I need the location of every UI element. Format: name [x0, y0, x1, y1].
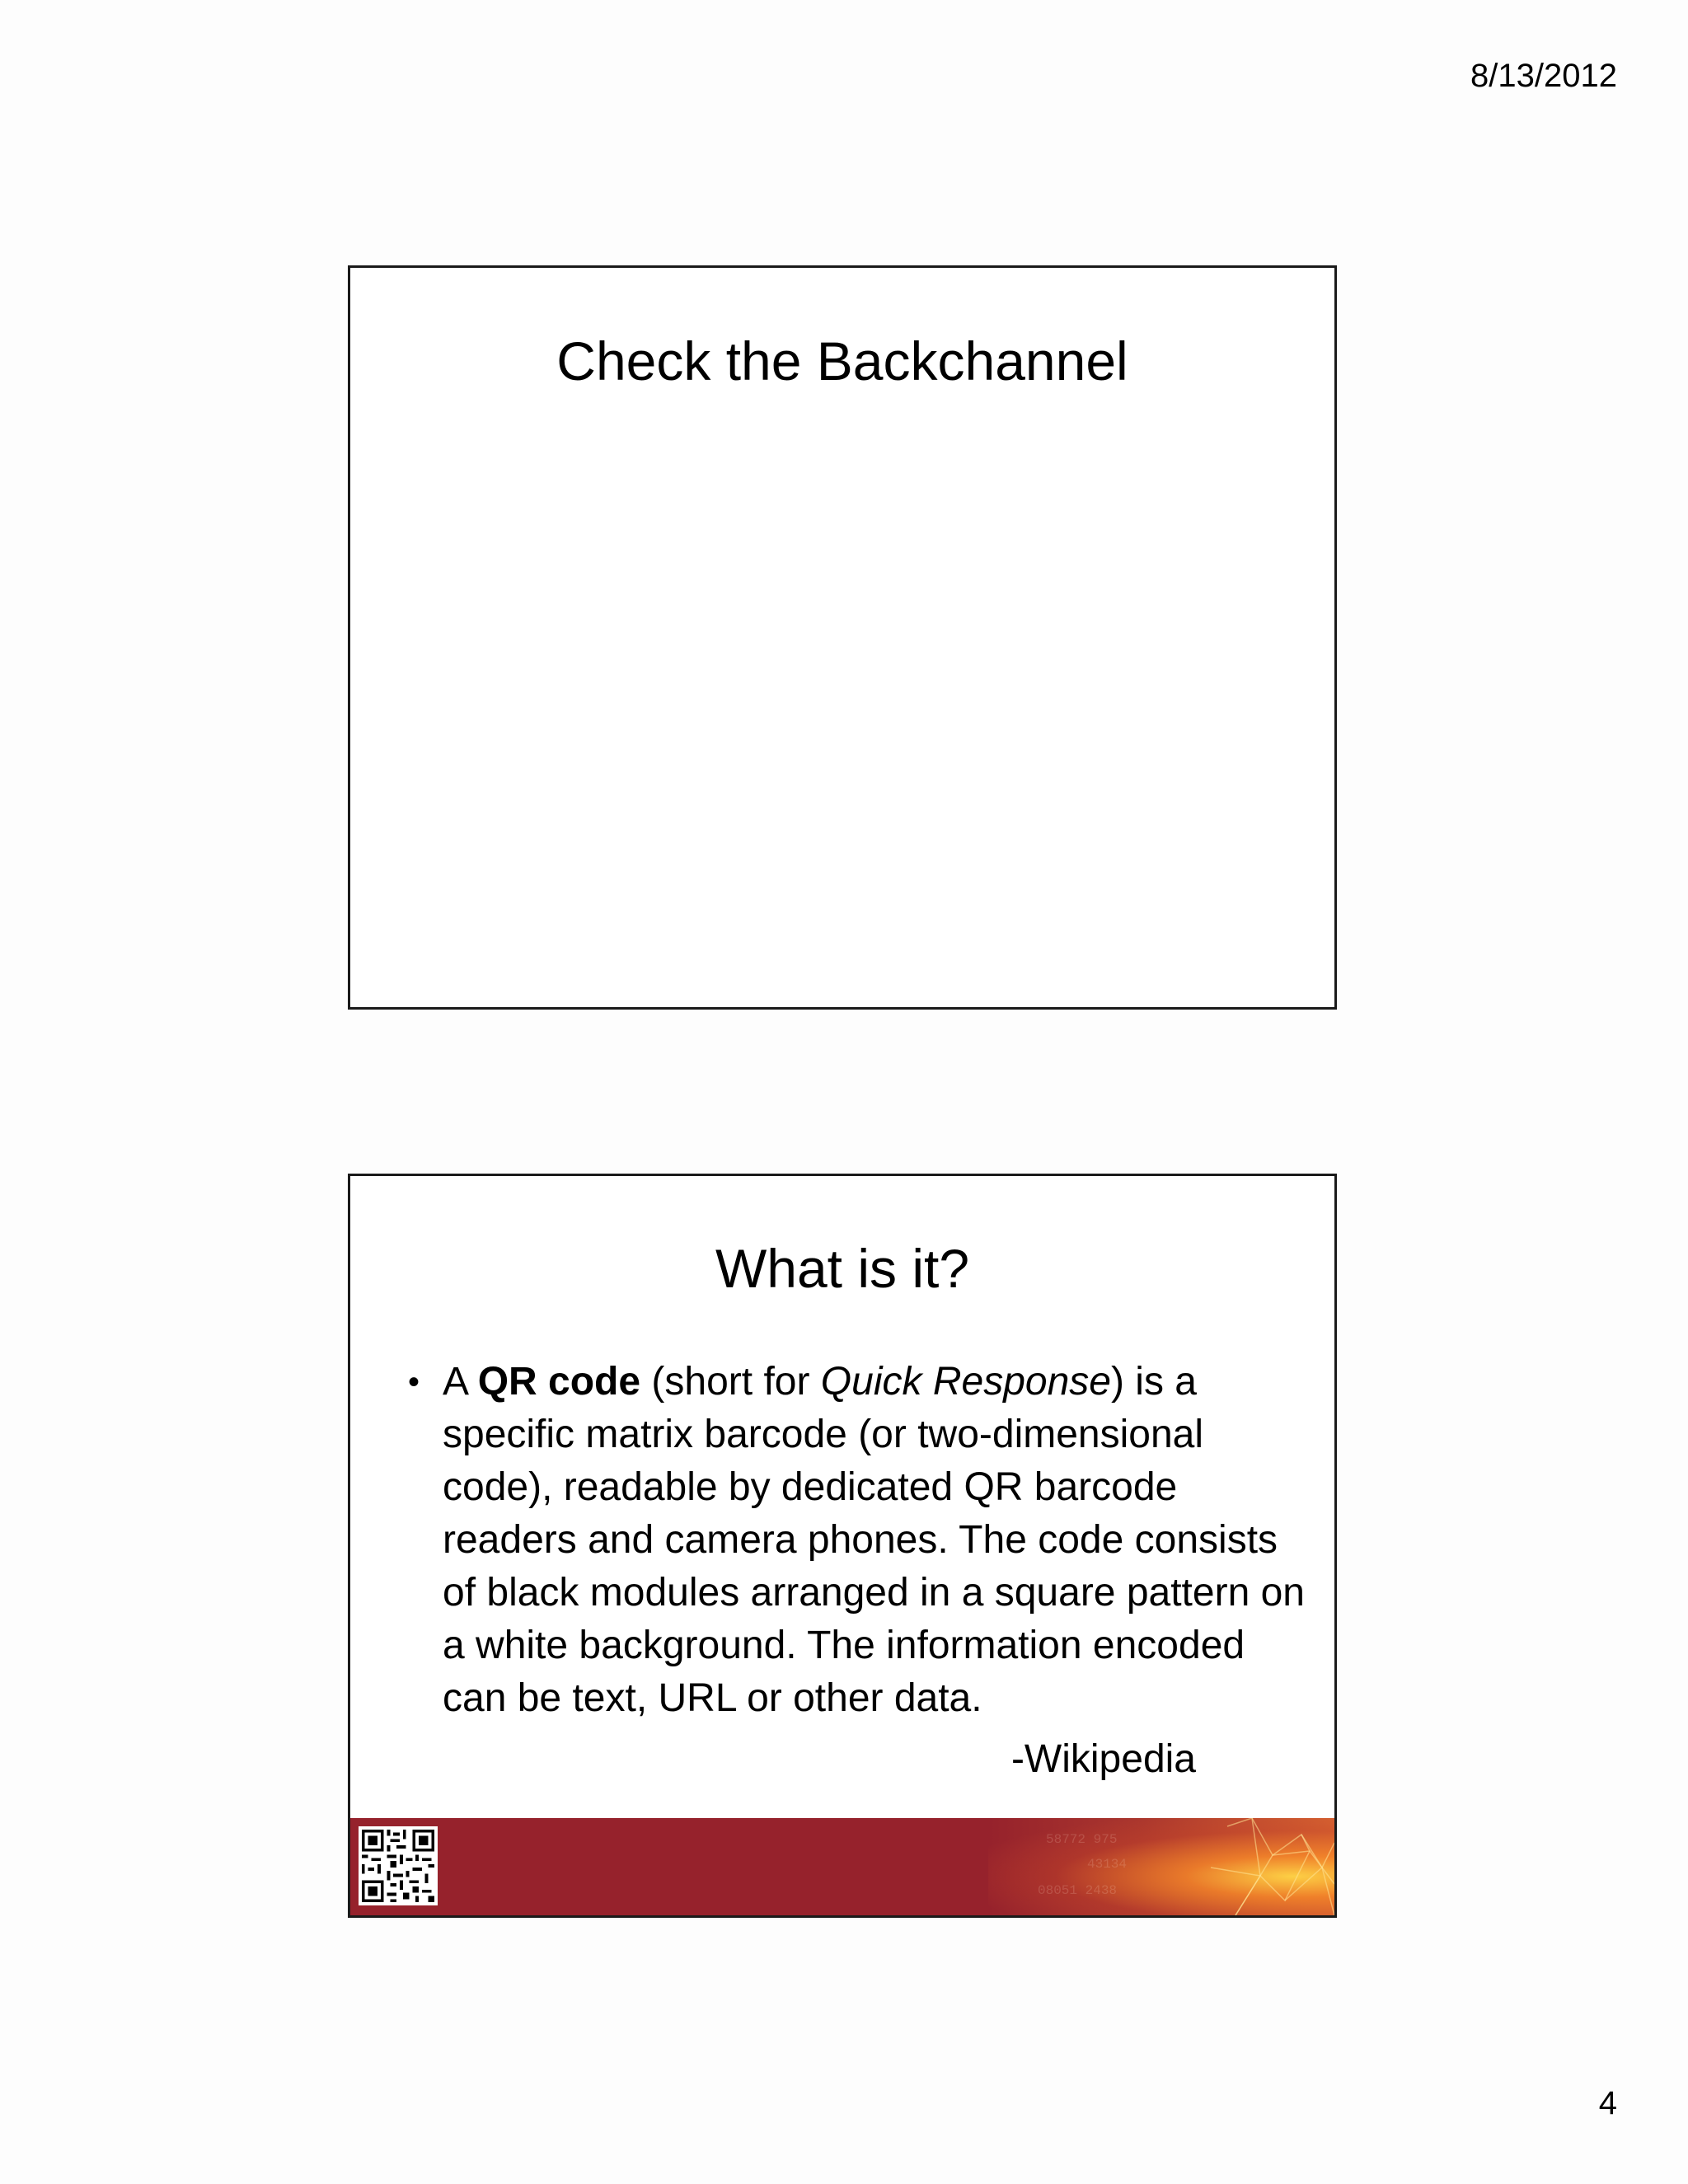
bullet-term: QR code: [477, 1360, 641, 1404]
svg-text:08051 2438: 08051 2438: [1038, 1883, 1118, 1898]
attribution: -Wikipedia: [1010, 1737, 1196, 1781]
qr-code-icon: [359, 1826, 438, 1905]
mesh-decoration-icon: [988, 1818, 1334, 1915]
bullet-rest: ) is a specific matrix barcode (or two-dimensional code), readable by dedicated QR barcode readers and camera phones. The code consists of black modules arranged in a square pattern on a white background. The information encoded can be text, URL or other data.: [443, 1360, 1305, 1720]
slide-footer-band: [350, 1818, 1334, 1915]
bullet-text: [443, 1360, 1305, 1720]
svg-text:43134: 43134: [1087, 1857, 1128, 1872]
slide-title: Check the Backchannel: [556, 330, 1128, 391]
slide-title: What is it?: [715, 1238, 970, 1299]
bullet-emphasis: Quick Response: [820, 1360, 1111, 1404]
bullet-item: [408, 1356, 1308, 1725]
page-date: 8/13/2012: [1470, 58, 1617, 94]
slide-what-is-it: [348, 1174, 1337, 1918]
bullet-dot-icon: •: [408, 1364, 420, 1400]
footer-decoration: [988, 1818, 1334, 1915]
page-number: 4: [1598, 2085, 1617, 2121]
bullet-prefix: A: [443, 1360, 478, 1404]
svg-text:58772 975: 58772 975: [1046, 1832, 1118, 1847]
slide-check-backchannel: [348, 265, 1337, 1010]
bullet-mid: (short for: [640, 1360, 821, 1404]
